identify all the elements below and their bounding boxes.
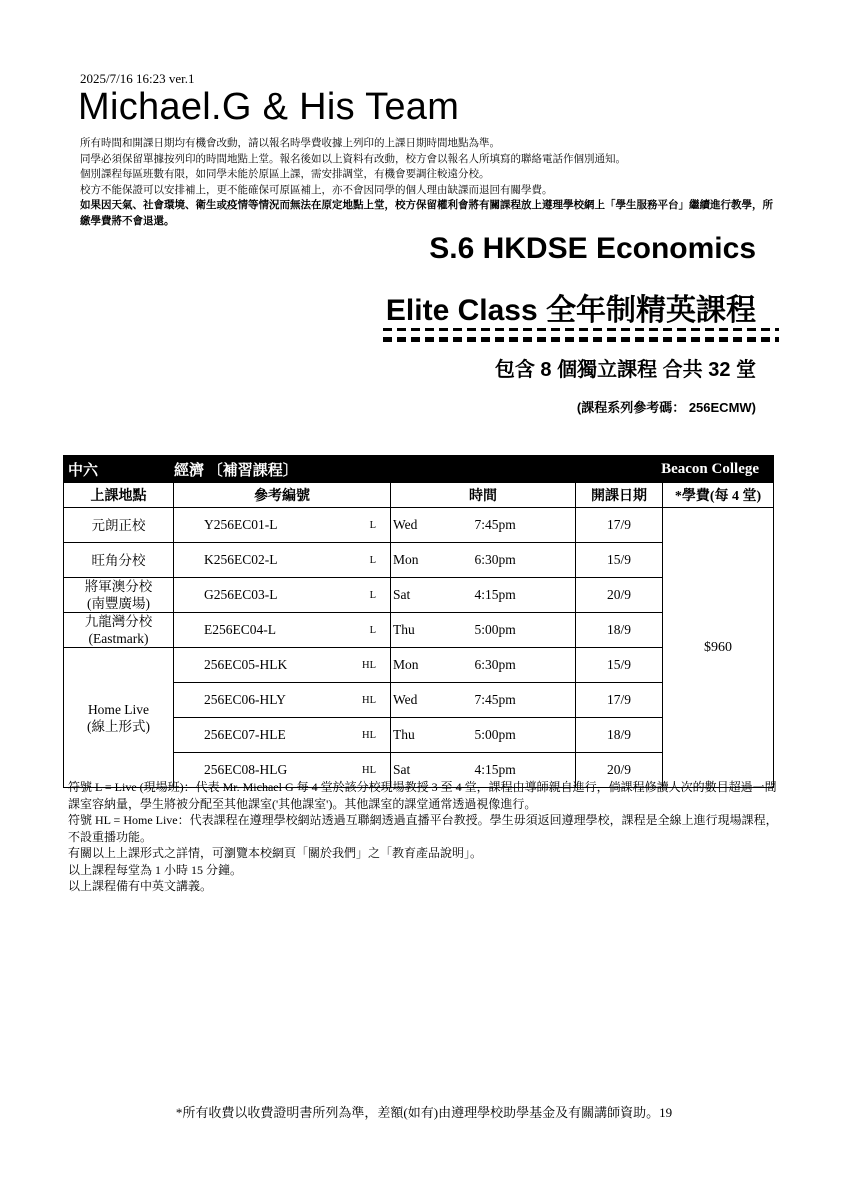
- class-day: Wed: [391, 508, 471, 543]
- class-day: Mon: [391, 543, 471, 578]
- class-day: Thu: [391, 613, 471, 648]
- course-code: K256EC02-L: [174, 543, 359, 578]
- start-date: 20/9: [576, 753, 663, 788]
- course-code: Y256EC01-L: [174, 508, 359, 543]
- course-code: 256EC07-HLE: [174, 718, 359, 753]
- footnote: 以上課程備有中英文講義。: [68, 879, 213, 893]
- start-date: 17/9: [576, 683, 663, 718]
- start-date: 15/9: [576, 543, 663, 578]
- class-day: Sat: [391, 578, 471, 613]
- class-time: 4:15pm: [471, 578, 576, 613]
- class-type: HL: [359, 648, 391, 683]
- location-cell: 九龍灣分校 (Eastmark): [64, 613, 174, 648]
- version-stamp: 2025/7/16 16:23 ver.1: [80, 71, 195, 86]
- start-date: 18/9: [576, 613, 663, 648]
- class-day: Mon: [391, 648, 471, 683]
- table-row: [64, 508, 774, 543]
- header-code: 參考編號: [174, 483, 391, 508]
- notice-block: [80, 136, 780, 229]
- start-date: 18/9: [576, 718, 663, 753]
- class-type: L: [359, 508, 391, 543]
- table-header-row: [64, 483, 774, 508]
- class-day: Thu: [391, 718, 471, 753]
- course-code: E256EC04-L: [174, 613, 359, 648]
- notice-line: 同學必須保留單據按列印的時間地點上堂。報名後如以上資料有改動，校方會以報名人所填寫的聯絡電話作個別通知。: [80, 152, 626, 165]
- header-time: 時間: [391, 483, 576, 508]
- footnote: 符號 L = Live (現場班)：代表 Mr. Michael G 每 4 堂於該分校現場教授 3 至 4 堂，課程由導師親自進行，倘課程修讀人次的數目超過一間課室容納量，學生將被分配至其他課室('其他課室')。其他課室的課堂通常透過視像進行。: [68, 780, 777, 811]
- course-title: S.6 HKDSE Economics: [429, 232, 756, 265]
- subject-label: 經濟 〔補習課程〕: [174, 456, 576, 483]
- class-time: 4:15pm: [471, 753, 576, 788]
- level-label: 中六: [64, 456, 174, 483]
- location-cell: 元朗正校: [64, 508, 174, 543]
- course-code: G256EC03-L: [174, 578, 359, 613]
- footnote: 有關以上上課形式之詳情，可瀏覽本校網頁「關於我們」之「教育產品說明」。: [68, 846, 483, 860]
- course-code: 256EC06-HLY: [174, 683, 359, 718]
- location-cell: 旺角分校: [64, 543, 174, 578]
- school-label: Beacon College: [576, 456, 774, 483]
- start-date: 15/9: [576, 648, 663, 683]
- class-time: 6:30pm: [471, 543, 576, 578]
- start-date: 17/9: [576, 508, 663, 543]
- header-fee: *學費(每 4 堂): [663, 483, 774, 508]
- location-cell: 將軍澳分校 (南豐廣場): [64, 578, 174, 613]
- footnote: 符號 HL = Home Live：代表課程在遵理學校網站透過互聯網透過直播平台教授。學生毋須返回遵理學校，課程是全線上進行現場課程，不設重播功能。: [68, 813, 778, 844]
- fee-cell: $960: [663, 508, 774, 788]
- class-day: Wed: [391, 683, 471, 718]
- schedule-table: [63, 455, 774, 788]
- class-time: 5:00pm: [471, 613, 576, 648]
- footnotes: [68, 779, 780, 895]
- table-title-bar: [64, 456, 774, 483]
- class-type: HL: [359, 683, 391, 718]
- class-type: L: [359, 578, 391, 613]
- course-code: 256EC08-HLG: [174, 753, 359, 788]
- notice-line: 所有時間和開課日期均有機會改動，請以報名時學費收據上列印的上課日期時間地點為準。: [80, 137, 500, 149]
- header-start-date: 開課日期: [576, 483, 663, 508]
- class-time: 5:00pm: [471, 718, 576, 753]
- double-dashed-divider: [383, 328, 779, 342]
- header-location: 上課地點: [64, 483, 174, 508]
- home-live-cell: Home Live (線上形式): [64, 648, 174, 788]
- page-footer: *所有收費以收費證明書所列為準，差額(如有)由遵理學校助學基金及有關講師資助。19: [175, 1105, 673, 1120]
- course-summary: 包含 8 個獨立課程 合共 32 堂: [494, 359, 756, 381]
- class-day: Sat: [391, 753, 471, 788]
- footnote: 以上課程每堂為 1 小時 15 分鐘。: [68, 862, 243, 877]
- course-subtitle: Elite Class 全年制精英課程: [385, 294, 756, 327]
- class-type: L: [359, 543, 391, 578]
- class-type: L: [359, 613, 391, 648]
- course-series-ref: (課程系列參考碼： 256ECMW): [576, 400, 756, 415]
- class-time: 6:30pm: [471, 648, 576, 683]
- notice-line: 個別課程每區班數有限，如同學未能於原區上課，需安排調堂，有機會要調往較遠分校。: [80, 168, 490, 180]
- notice-bold: 如果因天氣、社會環境、衛生或疫情等情況而無法在原定地點上堂，校方保留權利會將有關課程放上遵理學校網上「學生服務平台」繼續進行教學，所繳學費將不會退還。: [80, 199, 773, 227]
- class-type: HL: [359, 753, 391, 788]
- start-date: 20/9: [576, 578, 663, 613]
- class-time: 7:45pm: [471, 508, 576, 543]
- class-time: 7:45pm: [471, 683, 576, 718]
- class-type: HL: [359, 718, 391, 753]
- course-code: 256EC05-HLK: [174, 648, 359, 683]
- brand-title: Michael.G & His Team: [78, 86, 460, 128]
- notice-line: 校方不能保證可以安排補上，更不能確保可原區補上，亦不會因同學的個人理由缺課而退回有關學費。: [80, 183, 553, 196]
